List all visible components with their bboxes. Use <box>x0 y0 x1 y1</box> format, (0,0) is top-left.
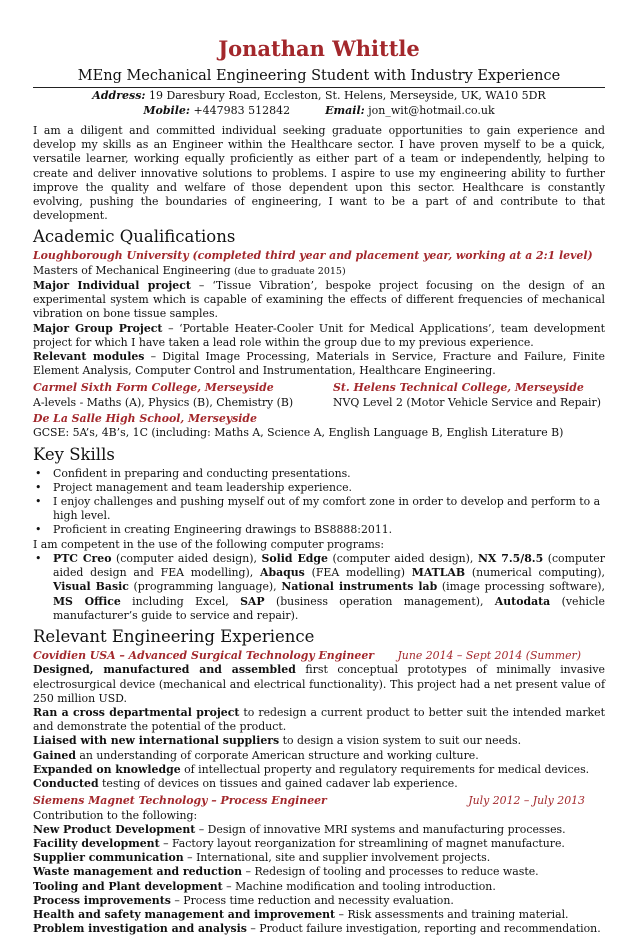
job2-line <box>33 908 605 922</box>
sthelens-detail: NVQ Level 2 (Motor Vehicle Service and Repair) <box>333 395 601 409</box>
personal-statement: I am a diligent and committed individual seeking graduate opportunities to gain experience and develop my skills as an Engineer within the Healthcare sector. I have proven myself to be a quick, versatile learner, working equally proficiently as either part of a team or independently, helping to create and deliver innovative solutions to problems. I aspire to use my engineering ability to further improve the quality and welfare of those dependent upon this sector. Healthcare is constantly evolving, pushing the boundaries of engineering, I want to be a part of and contribute to that development. <box>33 124 605 223</box>
sthelens-block <box>333 381 605 410</box>
job2-line <box>33 922 605 936</box>
job2-line-label: New Product Development <box>33 822 196 836</box>
job1-header <box>33 649 605 663</box>
job1-line-label: Gained <box>33 748 76 762</box>
job1-line <box>33 777 605 791</box>
sthelens-org: St. Helens Technical College, Merseyside <box>333 381 584 395</box>
job1-line <box>33 706 605 734</box>
job1-line-text: an understanding of corporate American structure and working culture. <box>75 748 479 762</box>
job2-line-text: – International, site and supplier involvement projects. <box>183 851 491 865</box>
uni-modules <box>33 350 605 378</box>
job2-line-text: – Redesign of tooling and processes to reduce waste. <box>242 865 539 879</box>
skills-list <box>33 467 605 538</box>
job2-dates: July 2012 – July 2013 <box>468 794 585 808</box>
uni-project-group <box>33 322 605 350</box>
uni-project-individual <box>33 279 605 322</box>
program-name: Autodata <box>494 594 551 608</box>
program-desc: including Excel, <box>120 594 241 608</box>
job2-line-label: Health and safety management and improvement <box>33 907 336 921</box>
program-name: Solid Edge <box>261 551 328 565</box>
job1-line <box>33 749 605 763</box>
candidate-name: Jonathan Whittle <box>218 36 420 61</box>
uni-degree-name: Masters of Mechanical Engineering <box>33 263 231 277</box>
job2-line-label: Process improvements <box>33 893 171 907</box>
program-desc: (computer aided design), <box>327 551 478 565</box>
uni-degree <box>33 264 605 279</box>
contact-address-line <box>33 88 605 103</box>
program-name: Visual Basic <box>53 580 129 594</box>
program-name: SAP <box>240 594 265 608</box>
programs-intro: I am competent in the use of the following computer programs: <box>33 537 385 551</box>
job1-line-label: Expanded on knowledge <box>33 762 181 776</box>
program-desc: (FEA modelling) <box>304 566 412 580</box>
uni-modules-text: – Digital Image Processing, Materials in Service, Fracture and Failure, Finite Element Analysis, Computer Control and Instrumentation, Healthcare Engineering. <box>33 350 605 378</box>
program-desc: (image processing software), <box>437 580 605 594</box>
program-name: MATLAB <box>411 566 466 580</box>
job1-title: Covidien USA – Advanced Surgical Technology Engineer <box>33 648 374 662</box>
job2-line-label: Facility development <box>33 836 160 850</box>
job2-line-label: Supplier communication <box>33 851 184 865</box>
contact-phone-email-line <box>33 103 605 118</box>
job2-title: Siemens Magnet Technology – Process Engineer <box>33 794 327 808</box>
job1-line-text: of intellectual property and regulatory requirements for medical devices. <box>180 762 590 776</box>
program-desc: (computer aided design), <box>111 551 262 565</box>
job1-line-text: first conceptual prototypes of minimally invasive electrosurgical device (mechanical and electrical functionality). This project had a net present value of 250 million USD. <box>33 663 606 705</box>
program-desc: (vehicle manufacturer’s guide to service and repair). <box>53 594 605 622</box>
job2-line-text: – Design of innovative MRI systems and manufacturing processes. <box>195 822 566 836</box>
program-desc: (business operation management), <box>264 594 495 608</box>
uni-modules-label: Relevant modules <box>33 350 145 364</box>
program-name: PTC Creo <box>53 551 112 565</box>
job2-line <box>33 894 605 908</box>
carmel-block <box>33 381 333 410</box>
job1-line <box>33 763 605 777</box>
skill-item: • Project management and team leadership experience. <box>33 481 605 495</box>
job2-line-label: Problem investigation and analysis <box>33 922 247 936</box>
program-name: NX 7.5/8.5 <box>477 551 544 565</box>
uni-project-individual-text: – ‘Tissue Vibration’, bespoke project focusing on the design of an experimental system which is capable of examining the effects of different frequencies of mechanical vibration on bone tissue samples. <box>33 279 605 321</box>
job2-intro: Contribution to the following: <box>33 808 198 822</box>
address-value: 19 Daresbury Road, Eccleston, St. Helens, Merseyside, UK, WA10 5DR <box>148 89 546 102</box>
job1-line <box>33 734 605 748</box>
uni-project-individual-label: Major Individual project <box>33 279 191 293</box>
job2-header <box>33 794 605 808</box>
job1-line-label: Liaised with new international suppliers <box>33 734 280 748</box>
skill-item: • Confident in preparing and conducting presentations. <box>33 467 605 481</box>
mobile-label: Mobile: <box>143 104 190 117</box>
academic-heading: Academic Qualifications <box>33 227 236 247</box>
uni-project-group-label: Major Group Project <box>33 321 163 335</box>
address-label: Address: <box>92 89 146 102</box>
job2-line <box>33 851 605 865</box>
programs-list <box>33 552 605 623</box>
job2-line-text: – Process time reduction and necessity evaluation. <box>170 893 454 907</box>
skill-item: • Proficient in creating Engineering drawings to BS8888:2011. <box>33 523 605 537</box>
college-row <box>33 381 605 410</box>
uni-org: Loughborough University (completed third year and placement year, working at a 2:1 level) <box>33 249 593 263</box>
program-desc: (computer aided design and FEA modelling), <box>53 551 605 580</box>
carmel-detail: A-levels - Maths (A), Physics (B), Chemistry (B) <box>33 395 294 409</box>
email-label: Email: <box>325 104 365 117</box>
job2-line-text: – Risk assessments and training material. <box>335 907 569 921</box>
job2-line-label: Waste management and reduction <box>33 865 243 879</box>
program-name: National instruments lab <box>281 580 438 594</box>
job1-line-text: to design a vision system to suit our needs. <box>279 734 522 748</box>
program-desc: (numerical computing), <box>465 566 605 580</box>
skills-heading: Key Skills <box>33 444 115 464</box>
skill-item: • I enjoy challenges and pushing myself out of my comfort zone in order to develop and perform to a high level. <box>33 495 605 523</box>
job1-line <box>33 663 605 706</box>
experience-heading: Relevant Engineering Experience <box>33 626 315 646</box>
uni-degree-note: (due to graduate 2015) <box>234 265 346 277</box>
job2-line <box>33 823 605 837</box>
job2-line-text: – Factory layout reorganization for streamlining of magnet manufacture. <box>159 836 565 850</box>
school-detail: GCSE: 5A’s, 4B’s, 1C (including: Maths A, Science A, English Language B, English Literature B) <box>33 426 564 440</box>
job2-line <box>33 837 605 851</box>
job2-line-text: – Machine modification and tooling introduction. <box>222 879 496 893</box>
job2-line <box>33 865 605 879</box>
program-name: Abaqus <box>260 566 305 580</box>
mobile-value: +447983 512842 <box>193 104 291 117</box>
program-desc: (programming language), <box>128 580 282 594</box>
email-link[interactable]: jon_wit@hotmail.co.uk <box>368 104 495 117</box>
job2-line-label: Tooling and Plant development <box>33 879 223 893</box>
job1-line-label: Designed, manufactured and assembled <box>33 663 296 677</box>
uni-project-group-text: – ‘Portable Heater-Cooler Unit for Medical Applications’, team development project for which I have taken a lead role within the group due to my previous experience. <box>33 321 605 349</box>
programs-item <box>33 552 605 623</box>
job1-line-label: Conducted <box>33 776 99 790</box>
job2-line-text: – Product failure investigation, reporting and recommendation. <box>246 922 601 936</box>
job1-line-text: to redesign a current product to better suit the intended market and demonstrate the potential of the product. <box>33 705 605 734</box>
school-org: De La Salle High School, Merseyside <box>33 412 257 426</box>
job1-line-label: Ran a cross departmental project <box>33 705 240 719</box>
carmel-org: Carmel Sixth Form College, Merseyside <box>33 381 274 395</box>
job2-line <box>33 880 605 894</box>
program-name: MS Office <box>53 594 121 608</box>
job1-line-text: testing of devices on tissues and gained cadaver lab experience. <box>98 776 458 790</box>
job1-dates: June 2014 – Sept 2014 (Summer) <box>397 648 581 662</box>
candidate-subtitle: MEng Mechanical Engineering Student with Industry Experience <box>33 66 605 88</box>
